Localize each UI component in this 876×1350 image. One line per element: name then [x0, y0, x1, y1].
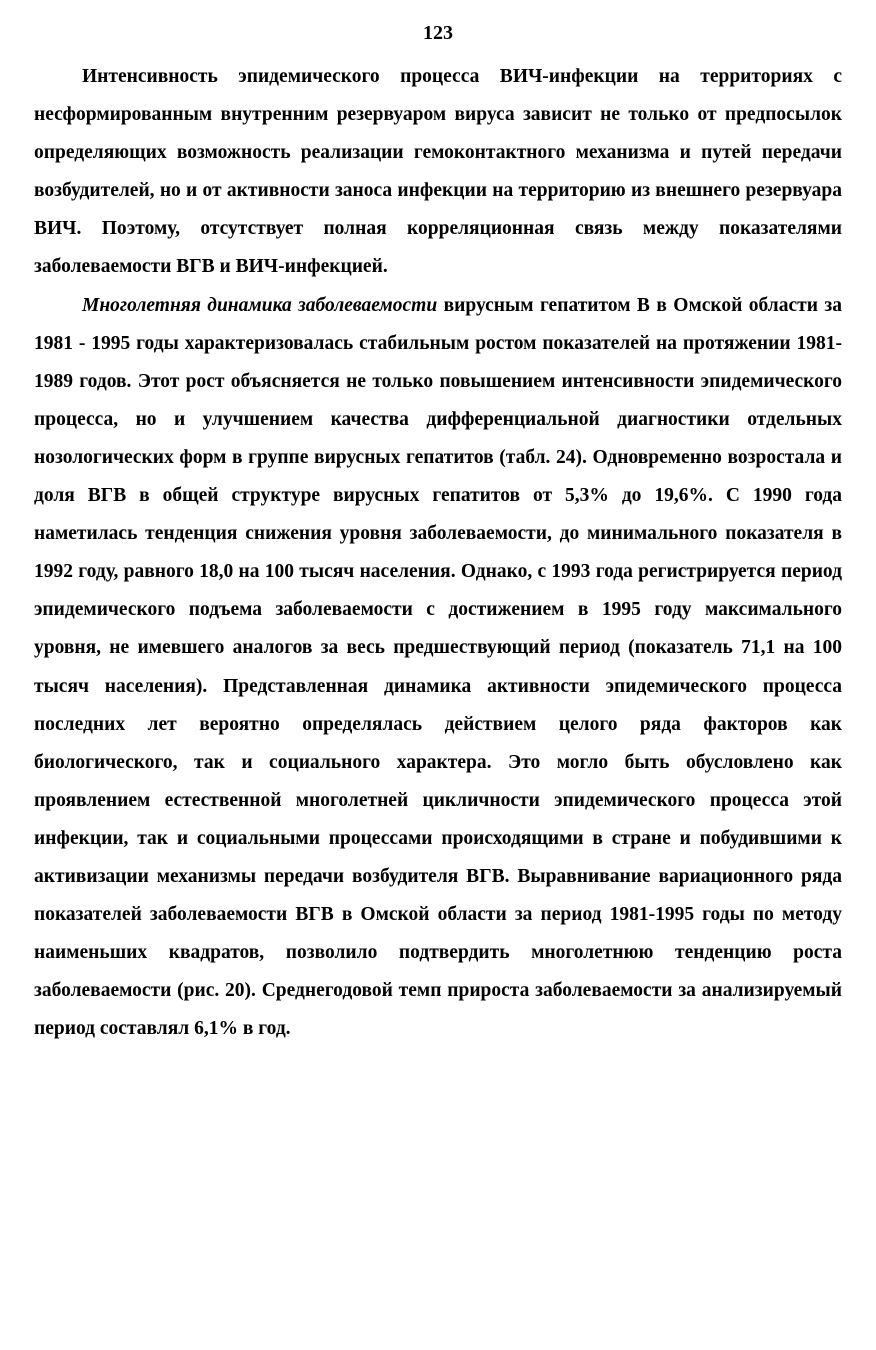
- page-number: 123: [423, 22, 453, 44]
- paragraph-hiv-intensity: [34, 58, 842, 287]
- paragraph-hbv-dynamics: [34, 287, 842, 1049]
- text-body: [34, 58, 842, 1048]
- paragraph-text: вирусным гепатитом В в Омской области за 1981 - 1995 годы характеризовалась стабильным ростом показателей на протяжении 1981-1989 годов. Этот рост объясняется не только повышением интенсивности эпидемического процесса, но и улучшением качества дифференциальной диагностики отдельных нозологических форм в группе вирусных гепатитов (табл. 24). Одновременно возростала и доля ВГВ в общей структуре вирусных гепатитов от 5,3% до 19,6%. С 1990 года наметилась тенденция снижения уровня заболеваемости, до минимального показателя в 1992 году, равного 18,0 на 100 тысяч населения. Однако, с 1993 года регистрируется период эпидемического подъема заболеваемости с достижением в 1995 году максимального уровня, не имевшего аналогов за весь предшествующий период (показатель 71,1 на 100 тысяч населения). Представленная динамика активности эпидемического процесса последних лет вероятно определялась действием целого ряда факторов как биологического, так и социального характера. Это могло быть обусловлено как проявлением естественной многолетней цикличности эпидемического процесса этой инфекции, так и социальными процессами происходящими в стране и побудившими к активизации механизмы передачи возбудителя ВГВ. Выравнивание вариационного ряда показателей заболеваемости ВГВ в Омской области за период 1981-1995 годы по методу наименьших квадратов, позволило подтвердить многолетнюю тенденцию роста заболеваемости (рис. 20). Среднегодовой темп прироста заболеваемости за анализируемый период составлял 6,1% в год.: [34, 294, 842, 1040]
- paragraph-lead-italic: Многолетняя динамика заболеваемости: [82, 294, 438, 316]
- paragraph-text: Интенсивность эпидемического процесса ВИЧ-инфекции на территориях с несформированным внутренним резервуаром вируса зависит не только от предпосылок определяющих возможность реализации гемоконтактного механизма и путей передачи возбудителей, но и от активности заноса инфекции на территорию из внешнего резервуара ВИЧ. Поэтому, отсутствует полная корреляционная связь между показателями заболеваемости ВГВ и ВИЧ-инфекцией.: [34, 66, 842, 278]
